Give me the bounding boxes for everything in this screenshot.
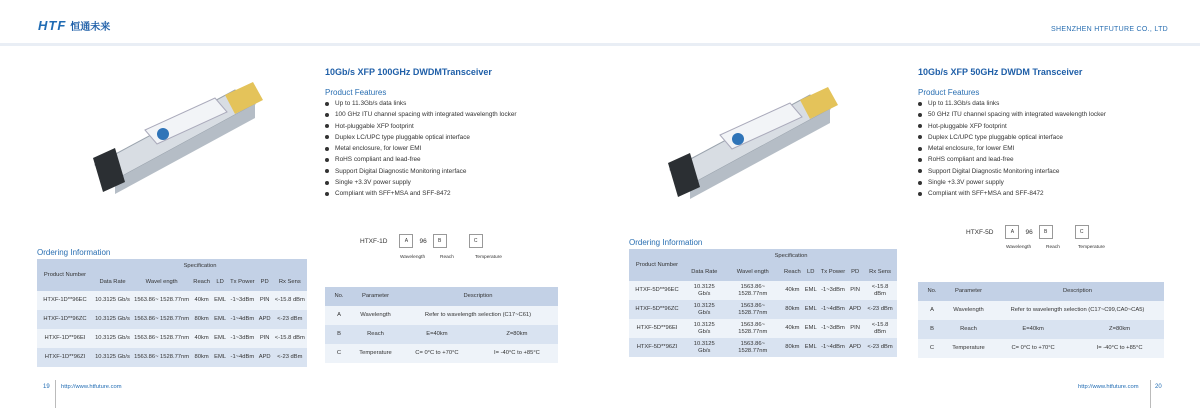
cell-pd: APD xyxy=(849,306,862,312)
col-data-rate: Data Rate xyxy=(99,278,126,285)
caption-temperature: Temperature xyxy=(1078,245,1105,250)
col-ld: LD xyxy=(807,268,815,275)
feature-item: Single +3.3V power supply xyxy=(325,177,517,188)
feature-item: RoHS compliant and lead-free xyxy=(325,154,517,165)
table-row xyxy=(325,306,558,325)
col-parameter: Parameter xyxy=(361,293,390,299)
cell-tx-power: -1~4dBm xyxy=(230,354,255,360)
table-row xyxy=(629,281,897,300)
part-code-prefix: HTXF-5D xyxy=(966,228,994,236)
col-description: Description xyxy=(1063,288,1092,294)
feature-item: Duplex LC/UPC type pluggable optical interface xyxy=(918,132,1106,143)
feature-item: Compliant with SFF+MSA and SFF-8472 xyxy=(325,188,517,199)
cell-parameter: Wavelength xyxy=(360,312,391,318)
cell-ld: EML xyxy=(214,316,227,322)
table-row xyxy=(37,348,307,367)
cell-wavelength: 1563.86~ 1528.77nm xyxy=(134,335,190,341)
cell-description: E=40km xyxy=(1022,326,1044,332)
feature-item: Up to 11.3Gb/s data links xyxy=(918,98,1106,109)
cell-wavelength: 1563.86~ 1528.77nm xyxy=(738,321,768,335)
feature-item: Metal enclosure, for lower EMI xyxy=(918,143,1106,154)
footer-url-left[interactable]: http://www.htfuture.com xyxy=(61,384,122,390)
divider xyxy=(55,380,56,408)
col-rx-sens: Rx Sens xyxy=(869,268,891,275)
table-row xyxy=(918,339,1164,358)
left-product-title: 10Gb/s XFP 100GHz DWDMTransceiver xyxy=(325,67,492,77)
right-parameter-table xyxy=(918,282,1164,358)
cell-pd: APD xyxy=(849,344,862,350)
cell-tx-power: -1~3dBm xyxy=(230,297,255,303)
left-parameter-table xyxy=(325,287,558,363)
feature-item: 50 GHz ITU channel spacing with integrated wavelength locker xyxy=(918,109,1106,120)
code-box-c: C xyxy=(469,234,483,248)
feature-item: RoHS compliant and lead-free xyxy=(918,154,1106,165)
cell-ld: EML xyxy=(214,335,227,341)
cell-part-number: HTXF-1D**96EI xyxy=(44,335,86,341)
feature-item: Support Digital Diagnostic Monitoring interface xyxy=(918,166,1106,177)
code-box-a: A xyxy=(1005,225,1019,239)
cell-reach: 40km xyxy=(785,325,800,331)
logo-chinese: 恒通未来 xyxy=(70,22,111,33)
cell-pd: PIN xyxy=(850,325,860,331)
table-row xyxy=(629,338,897,357)
cell-data-rate: 10.3125 Gb/s xyxy=(95,335,130,341)
logo xyxy=(38,18,110,33)
cell-wavelength: 1563.86~ 1528.77nm xyxy=(134,297,190,303)
right-ordering-table xyxy=(629,249,897,357)
col-data-rate: Data Rate xyxy=(691,268,718,275)
cell-description: C= 0°C to +70°C xyxy=(1011,345,1055,351)
col-wavelength: Wavel ength xyxy=(736,268,769,275)
cell-description: I= -40°C to +85°C xyxy=(1096,345,1143,351)
logo-mark: HTF xyxy=(38,18,67,33)
code-box-a: A xyxy=(399,234,413,248)
cell-data-rate: 10.3125 Gb/s xyxy=(693,283,715,297)
cell-ld: EML xyxy=(804,344,817,350)
col-product-number: Product Number xyxy=(635,261,679,268)
cell-no: C xyxy=(929,345,935,351)
cell-ld: EML xyxy=(804,325,817,331)
cell-part-number: HTXF-5D**96ZC xyxy=(635,306,679,312)
code-box-c: C xyxy=(1075,225,1089,239)
part-code-prefix: HTXF-1D xyxy=(360,237,388,245)
table-row xyxy=(918,301,1164,320)
cell-reach: 80km xyxy=(194,354,209,360)
feature-item: 100 GHz ITU channel spacing with integrated wavelength locker xyxy=(325,109,517,120)
right-ordering-heading: Ordering Information xyxy=(629,238,703,247)
cell-ld: EML xyxy=(214,354,227,360)
feature-item: Metal enclosure, for lower EMI xyxy=(325,143,517,154)
divider xyxy=(1150,380,1151,408)
cell-data-rate: 10.3125 Gb/s xyxy=(693,321,715,335)
col-reach: Reach xyxy=(784,268,801,275)
cell-reach: 80km xyxy=(194,316,209,322)
cell-part-number: HTXF-1D**96ZC xyxy=(43,316,87,322)
cell-wavelength: 1563.86~ 1528.77nm xyxy=(738,302,768,316)
right-part-code xyxy=(966,225,1089,239)
cell-pd: PIN xyxy=(850,287,860,293)
cell-parameter: Temperature xyxy=(359,350,392,356)
cell-part-number: HTXF-5D**96ZI xyxy=(636,344,678,350)
cell-rx-sens: <-15.8 dBm xyxy=(274,297,305,303)
page-number-left: 19 xyxy=(43,384,50,390)
col-product-number: Product Number xyxy=(43,271,87,278)
col-parameter: Parameter xyxy=(954,288,983,294)
cell-data-rate: 10.3125 Gb/s xyxy=(95,297,130,303)
cell-part-number: HTXF-5D**96EI xyxy=(636,325,678,331)
cell-rx-sens: <-15.8 dBm xyxy=(871,283,889,297)
cell-rx-sens: <-23 dBm xyxy=(277,316,303,322)
cell-rx-sens: <-23 dBm xyxy=(867,306,893,312)
cell-data-rate: 10.3125 Gb/s xyxy=(95,354,130,360)
caption-wavelength: Wavelength xyxy=(1006,245,1032,250)
xfp-module-image-right xyxy=(660,75,840,205)
col-reach: Reach xyxy=(193,278,211,285)
cell-reach: 40km xyxy=(194,335,209,341)
cell-ld: EML xyxy=(804,287,817,293)
cell-pd: PIN xyxy=(259,297,270,303)
col-ld: LD xyxy=(216,278,224,285)
code-box-b: B xyxy=(433,234,447,248)
cell-part-number: HTXF-5D**96EC xyxy=(635,287,679,293)
table-row xyxy=(918,320,1164,339)
table-row xyxy=(325,344,558,363)
caption-reach: Reach xyxy=(440,255,454,260)
right-product-title: 10Gb/s XFP 50GHz DWDM Transceiver xyxy=(918,67,1083,77)
company-name: SHENZHEN HTFUTURE CO., LTD xyxy=(1051,26,1168,33)
cell-pd: APD xyxy=(258,316,271,322)
left-feature-list xyxy=(325,98,517,200)
cell-tx-power: -1~3dBm xyxy=(821,287,845,293)
cell-parameter: Temperature xyxy=(952,345,985,351)
part-code-mid: 96 xyxy=(1025,228,1033,236)
footer-url-right[interactable]: http://www.htfuture.com xyxy=(1078,384,1139,390)
cell-description: E=40km xyxy=(426,331,448,337)
header-band xyxy=(0,43,1200,46)
xfp-module-image-left xyxy=(85,70,265,200)
col-description: Description xyxy=(463,293,493,299)
col-no: No. xyxy=(927,288,937,294)
cell-no: B xyxy=(930,326,934,332)
cell-tx-power: -1~3dBm xyxy=(230,335,255,341)
cell-data-rate: 10.3125 Gb/s xyxy=(693,302,715,316)
cell-parameter: Reach xyxy=(960,326,977,332)
cell-no: B xyxy=(337,331,341,337)
cell-ld: EML xyxy=(804,306,817,312)
col-no: No. xyxy=(334,293,344,299)
left-ordering-table xyxy=(37,259,307,367)
right-feature-list xyxy=(918,98,1106,200)
cell-tx-power: -1~4dBm xyxy=(821,306,845,312)
cell-reach: 40km xyxy=(194,297,209,303)
feature-item: Up to 11.3Gb/s data links xyxy=(325,98,517,109)
col-pd: PD xyxy=(260,278,269,285)
feature-item: Hot-pluggable XFP footprint xyxy=(918,121,1106,132)
part-code-mid: 96 xyxy=(419,237,427,245)
cell-no: A xyxy=(337,312,341,318)
cell-description: Z=80km xyxy=(1109,326,1131,332)
table-row xyxy=(37,310,307,329)
table-row xyxy=(325,325,558,344)
col-tx-power: Tx Power xyxy=(230,278,255,285)
feature-item: Single +3.3V power supply xyxy=(918,177,1106,188)
left-ordering-heading: Ordering Information xyxy=(37,248,111,257)
cell-rx-sens: <-15.8 dBm xyxy=(274,335,305,341)
page-number-right: 20 xyxy=(1155,384,1162,390)
cell-wavelength: 1563.86~ 1528.77nm xyxy=(738,340,768,354)
table-row xyxy=(37,329,307,348)
cell-reach: 80km xyxy=(785,306,800,312)
cell-description: Refer to wavelength selection (C17~C99,CA0~CA5) xyxy=(1010,307,1145,313)
caption-wavelength: Wavelength xyxy=(400,255,426,260)
cell-wavelength: 1563.86~ 1528.77nm xyxy=(134,354,190,360)
col-wavelength: Wavel ength xyxy=(145,278,178,285)
cell-rx-sens: <-23 dBm xyxy=(867,344,893,350)
table-row xyxy=(37,291,307,310)
right-features-heading: Product Features xyxy=(918,88,980,97)
cell-part-number: HTXF-1D**96ZI xyxy=(44,354,86,360)
table-row xyxy=(629,300,897,319)
cell-data-rate: 10.3125 Gb/s xyxy=(95,316,130,322)
cell-wavelength: 1563.86~ 1528.77nm xyxy=(134,316,190,322)
cell-ld: EML xyxy=(214,297,227,303)
cell-description: I= -40°C to +85°C xyxy=(493,350,540,356)
left-features-heading: Product Features xyxy=(325,88,387,97)
cell-no: A xyxy=(930,307,934,313)
col-specification: Specification xyxy=(183,262,217,269)
caption-temperature: Temperature xyxy=(475,255,502,260)
code-box-b: B xyxy=(1039,225,1053,239)
cell-no: C xyxy=(336,350,342,356)
cell-tx-power: -1~4dBm xyxy=(821,344,845,350)
cell-parameter: Wavelength xyxy=(953,307,984,313)
cell-tx-power: -1~4dBm xyxy=(230,316,255,322)
cell-reach: 40km xyxy=(785,287,800,293)
cell-description: C= 0°C to +70°C xyxy=(415,350,459,356)
col-rx-sens: Rx Sens xyxy=(278,278,301,285)
cell-rx-sens: <-23 dBm xyxy=(277,354,303,360)
cell-wavelength: 1563.86~ 1528.77nm xyxy=(738,283,768,297)
col-pd: PD xyxy=(851,268,860,275)
feature-item: Duplex LC/UPC type pluggable optical interface xyxy=(325,132,517,143)
feature-item: Support Digital Diagnostic Monitoring interface xyxy=(325,166,517,177)
caption-reach: Reach xyxy=(1046,245,1060,250)
feature-item: Hot-pluggable XFP footprint xyxy=(325,121,517,132)
cell-reach: 80km xyxy=(785,344,800,350)
cell-tx-power: -1~3dBm xyxy=(821,325,845,331)
cell-rx-sens: <-15.8 dBm xyxy=(871,321,889,335)
col-tx-power: Tx Power xyxy=(820,268,846,275)
cell-data-rate: 10.3125 Gb/s xyxy=(693,340,715,354)
cell-description: Z=80km xyxy=(506,331,528,337)
left-part-code xyxy=(360,234,483,248)
cell-description: Refer to wavelength selection (C17~C61) xyxy=(424,312,532,318)
table-row xyxy=(629,319,897,338)
cell-part-number: HTXF-1D**96EC xyxy=(43,297,87,303)
cell-parameter: Reach xyxy=(367,331,384,337)
cell-pd: APD xyxy=(258,354,271,360)
feature-item: Compliant with SFF+MSA and SFF-8472 xyxy=(918,188,1106,199)
col-specification: Specification xyxy=(774,252,808,259)
cell-pd: PIN xyxy=(259,335,270,341)
